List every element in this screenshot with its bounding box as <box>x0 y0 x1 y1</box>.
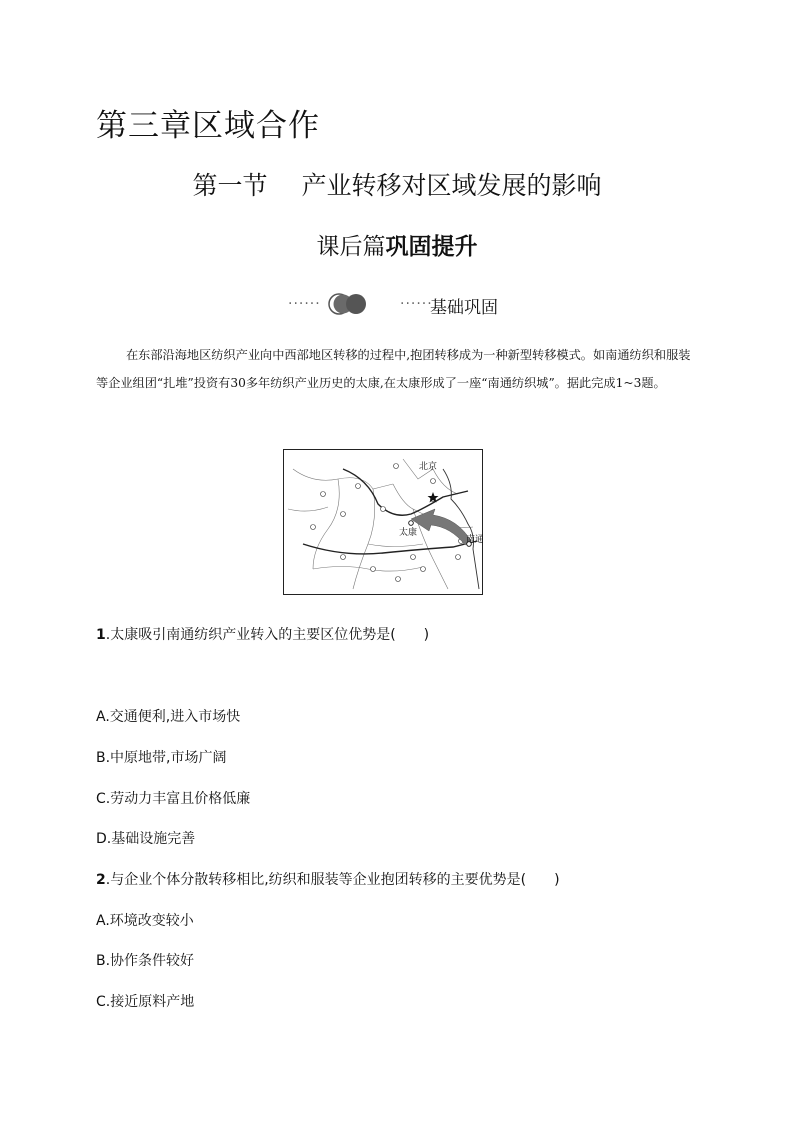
map-label-taikang: 太康 <box>399 528 418 538</box>
option-1d: D.基础设施完善 <box>96 831 196 847</box>
level-marker <box>288 292 528 318</box>
section-heading <box>0 166 794 202</box>
map-figure <box>283 449 483 595</box>
double-circle-icon <box>328 292 368 316</box>
map-label-nantong: 南通 <box>466 535 483 545</box>
option-1a: A.交通便利,进入市场快 <box>96 709 241 725</box>
question-number: 1 <box>96 627 106 643</box>
option-1b: B.中原地带,市场广阔 <box>96 750 227 766</box>
reading-passage: 在东部沿海地区纺织产业向中西部地区转移的过程中,抱团转移成为一种新型转移模式。如南通纺织和服装等企业组团“扎堆”投资有30多年纺织产业历史的太康,在太康形成了一座“南通纺织城”。据此完成1~3题。 <box>96 348 691 390</box>
question-2 <box>96 869 560 889</box>
question-text: .太康吸引南通纺织产业转入的主要区位优势是( ) <box>105 627 430 643</box>
subtitle <box>0 228 794 261</box>
option-2a: A.环境改变较小 <box>96 913 194 929</box>
level-label: 基础巩固 <box>430 298 498 318</box>
option-2b: B.协作条件较好 <box>96 953 195 969</box>
subtitle-bold: 巩固提升 <box>385 234 478 260</box>
section-title: 产业转移对区域发展的影响 <box>301 171 602 200</box>
section-number: 第一节 <box>192 171 268 200</box>
map-label-beijing: 北京 <box>419 462 438 472</box>
level-dots-left: ······ <box>288 296 321 312</box>
china-region-map <box>283 449 483 595</box>
subtitle-normal: 课后篇 <box>316 234 386 260</box>
question-1 <box>96 624 429 644</box>
level-dots-right: ······ <box>400 296 433 312</box>
chapter-title: 第三章区域合作 <box>96 108 320 144</box>
option-1c: C.劳动力丰富且价格低廉 <box>96 791 251 807</box>
question-text: .与企业个体分散转移相比,纺织和服装等企业抱团转移的主要优势是( ) <box>105 872 560 888</box>
option-2c: C.接近原料产地 <box>96 994 195 1010</box>
question-number: 2 <box>96 872 106 888</box>
